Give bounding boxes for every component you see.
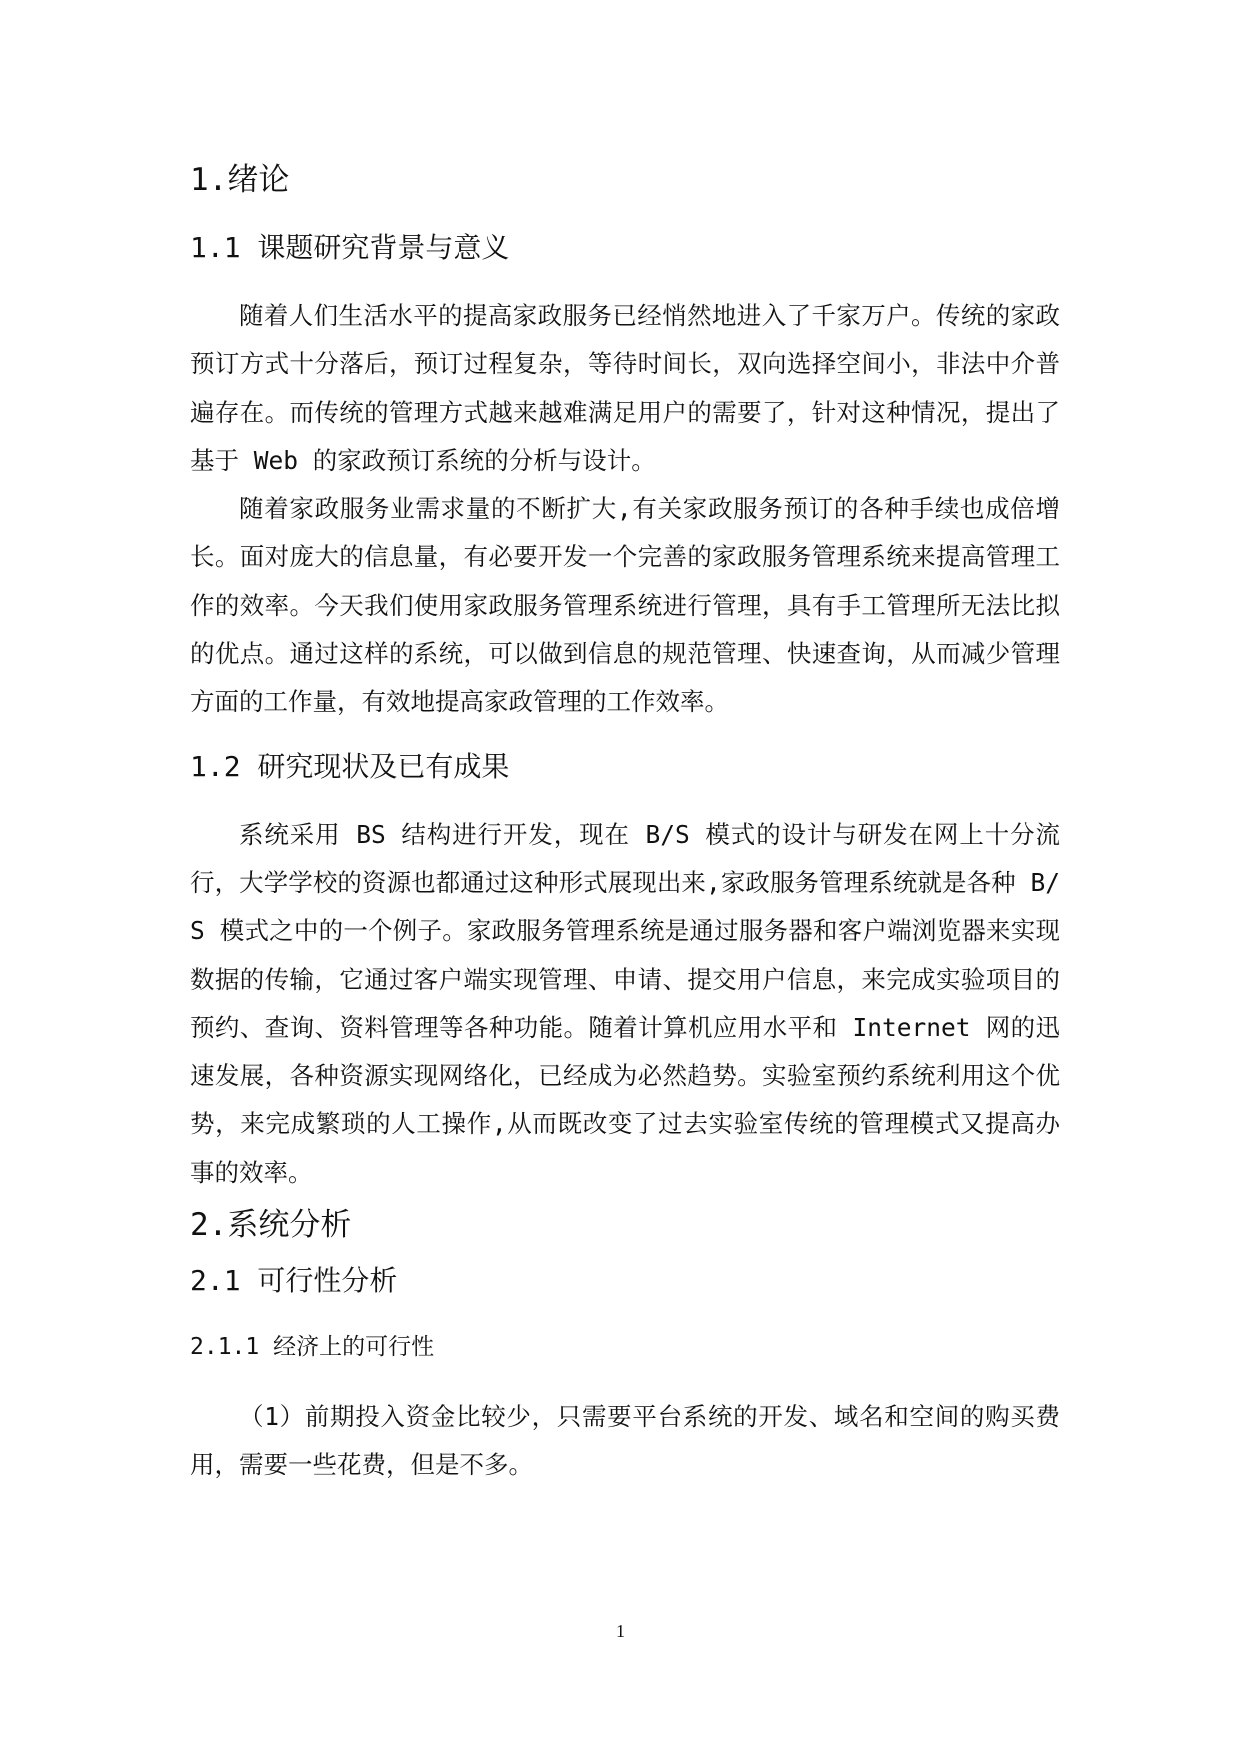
section-2-1-1-paragraph-1: （1）前期投入资金比较少，只需要平台系统的开发、域名和空间的购买费用，需要一些花费，但是不多。: [190, 1402, 1060, 1480]
document-body: [190, 158, 1060, 1490]
section-1-2-heading: 1.2 研究现状及已有成果: [190, 749, 510, 783]
section-1-1-heading: 1.1 课题研究背景与意义: [190, 231, 510, 264]
section-1-heading: 1.绪论: [190, 162, 290, 198]
section-1-1-paragraph-2: 随着家政服务业需求量的不断扩大,有关家政服务预订的各种手续也成倍增长。面对庞大的信息量，有必要开发一个完善的家政服务管理系统来提高管理工作的效率。今天我们使用家政服务管理系统进行管理，具有手工管理所无法比拟的优点。通过这样的系统，可以做到信息的规范管理、快速查询，从而减少管理方面的工作量，有效地提高家政管理的工作效率。: [190, 494, 1060, 717]
page-number: 1: [616, 1621, 625, 1641]
section-1-2-paragraph-1: 系统采用 BS 结构进行开发，现在 B/S 模式的设计与研发在网上十分流行，大学学校的资源也都通过这种形式展现出来,家政服务管理系统就是各种 B/S 模式之中的一个例子。家政服务管理系统是通过服务器和客户端浏览器来实现数据的传输，它通过客户端实现管理、申请、提交用户信息，来完成实验项目的预约、查询、资料管理等各种功能。随着计算机应用水平和 Internet 网的迅速发展，各种资源实现网络化，已经成为必然趋势。实验室预约系统利用这个优势，来完成繁琐的人工操作,从而既改变了过去实验室传统的管理模式又提高办事的效率。: [190, 819, 1060, 1187]
section-2-1-1-heading: 2.1.1 经济上的可行性: [190, 1334, 435, 1361]
section-2-heading: 2.系统分析: [190, 1207, 352, 1244]
section-1-1-paragraph-1: 随着人们生活水平的提高家政服务已经悄然地进入了千家万户。传统的家政预订方式十分落后，预订过程复杂，等待时间长，双向选择空间小，非法中介普遍存在。而传统的管理方式越来越难满足用户的需要了，针对这种情况，提出了基于 Web 的家政预订系统的分析与设计。: [190, 301, 1060, 475]
section-2-1-heading: 2.1 可行性分析: [190, 1264, 398, 1298]
